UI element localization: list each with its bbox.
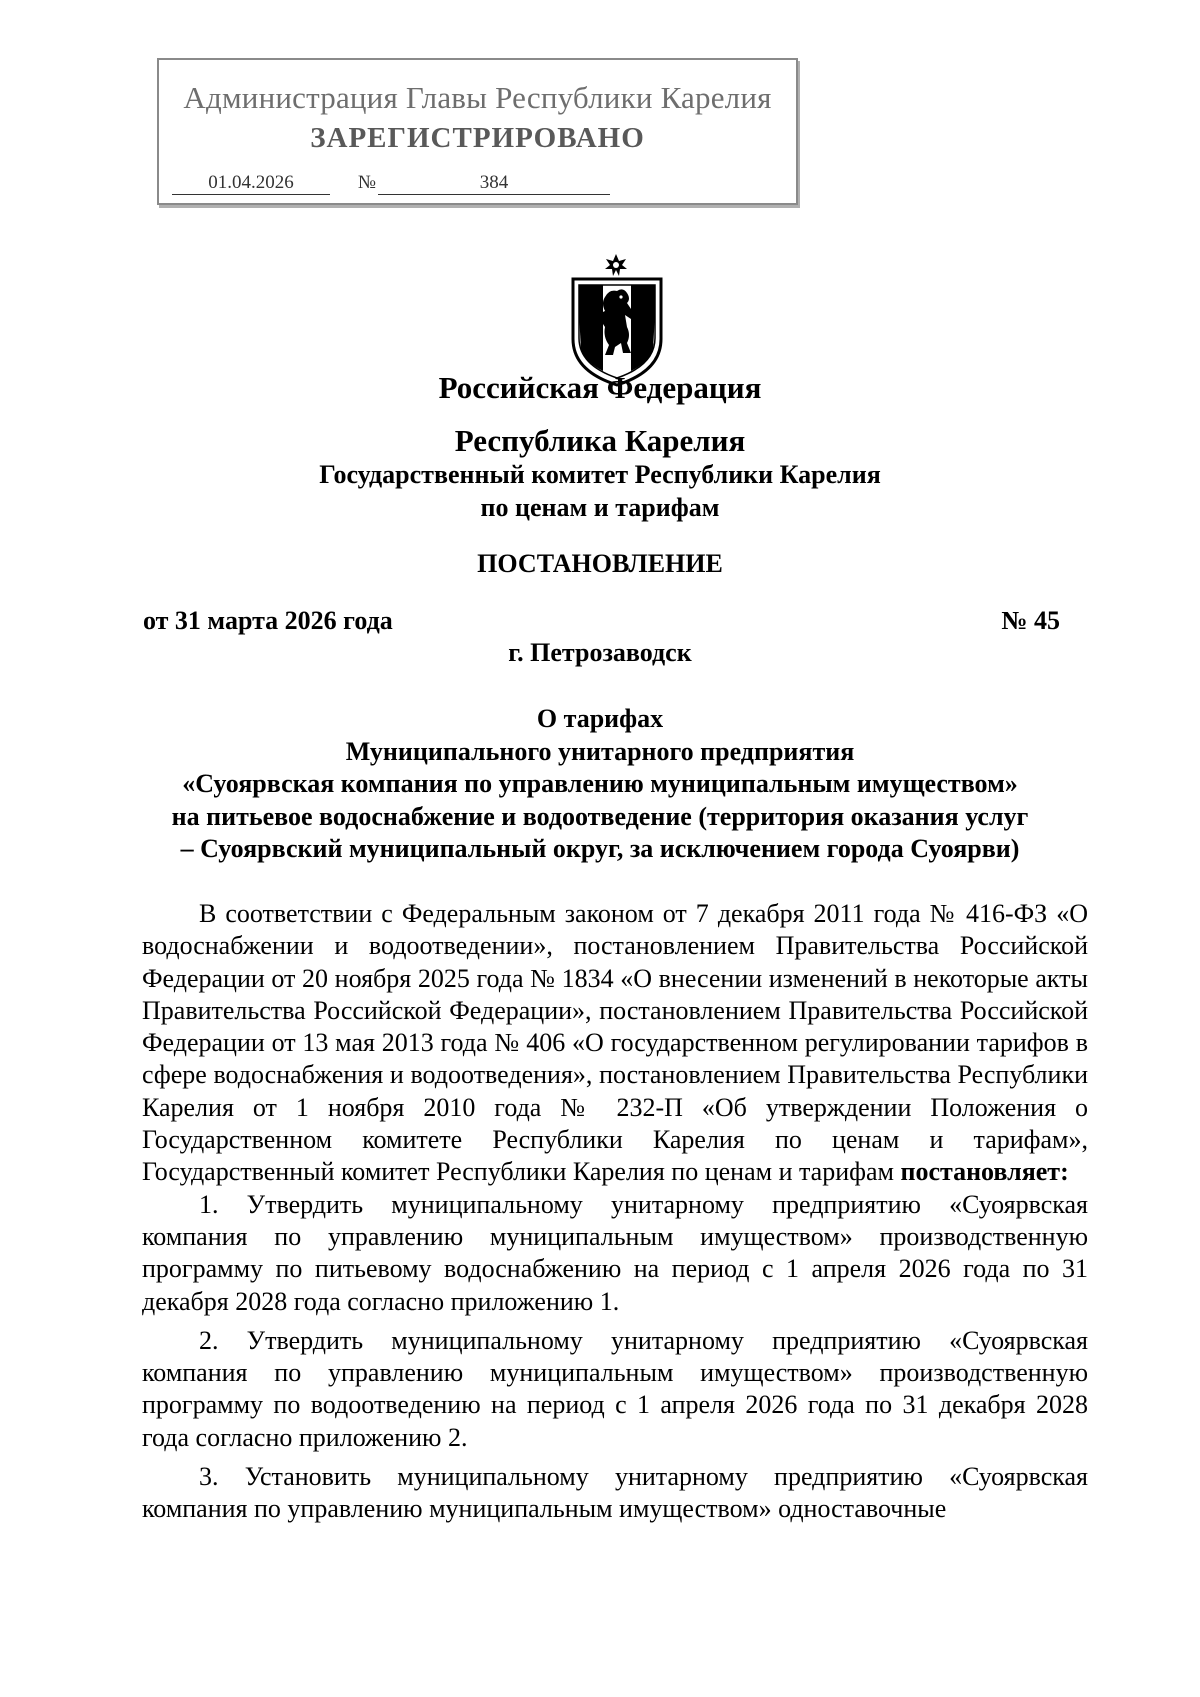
stamp-number: 384 [378,172,610,195]
country-heading: Российская Федерация [438,370,762,405]
item-paragraph: 2. Утвердить муниципальному унитарному предприятию «Суоярвская компания по управлению муниципальным имуществом» производственную программу по водоотведению на период с 1 апреля 2026 года по 31 декабря 2028 года согласно приложению 2. [142,1325,1088,1452]
subject-line: на питьевое водоснабжение и водоотведение (территория оказания услуг [171,801,1029,831]
subject-line: О тарифах [536,704,664,733]
preamble-text: В соответствии с Федеральным законом от 7 декабря 2011 года № 416-ФЗ «О водоснабжении и водоотведении», постановлением Правительства Российской Федерации от 20 ноября 2025 года № 1834 «О внесении изменений в некоторые акты Правительства Российской Федерации», постановлением Правительства Российской Федерации от 13 мая 2013 года № 406 «О государственном регулировании тарифов в сфере водоснабжения и водоотведения», постановлением Правительства Республики Карелия от 1 ноября 2010 года № 232-П «Об утверждении Положения о Государственном комитете Республики Карелия по ценам и тарифам», Государственный комитет Республики Карелия по ценам и тарифам [142,899,1088,1187]
stamp-title: Администрация Главы Республики Карелия [183,80,772,115]
stamp-status: ЗАРЕГИСТРИРОВАНО [310,122,645,154]
subject-line: Муниципального унитарного предприятия [345,736,855,766]
document-subject [130,703,1070,866]
subject-line: – Суоярвский муниципальный округ, за исключением города Суоярви) [180,834,1020,863]
document-city: г. Петрозаводск [508,638,692,667]
document-body [142,898,1088,1526]
stamp-number-sign: № [357,172,376,193]
emblem-star [605,254,627,276]
resolves-word: постановляет: [900,1157,1069,1187]
item-paragraph: 3. Установить муниципальному унитарному предприятию «Суоярвская компания по управлению муниципальным имуществом» одноставочные [142,1462,1088,1524]
republic-heading: Республика Карелия [454,423,746,458]
stamp-date: 01.04.2026 [172,172,330,195]
preamble-paragraph [142,898,1088,1189]
committee-heading-line1: Государственный комитет Республики Карелия [319,460,881,489]
subject-line: «Суоярвская компания по управлению муниципальным имуществом» [182,769,1018,798]
document-number: № 45 [1001,606,1060,635]
document-type: ПОСТАНОВЛЕНИЕ [477,549,723,578]
document-date: от 31 марта 2026 года [143,606,393,635]
karelia-coat-of-arms-icon [565,253,669,387]
item-paragraph: 1. Утвердить муниципальному унитарному предприятию «Суоярвская компания по управлению муниципальным имуществом» производственную программу по питьевому водоснабжению на период с 1 апреля 2026 года по 31 декабря 2028 года согласно приложению 1. [142,1189,1088,1316]
committee-heading-line2: по ценам и тарифам [480,493,720,522]
